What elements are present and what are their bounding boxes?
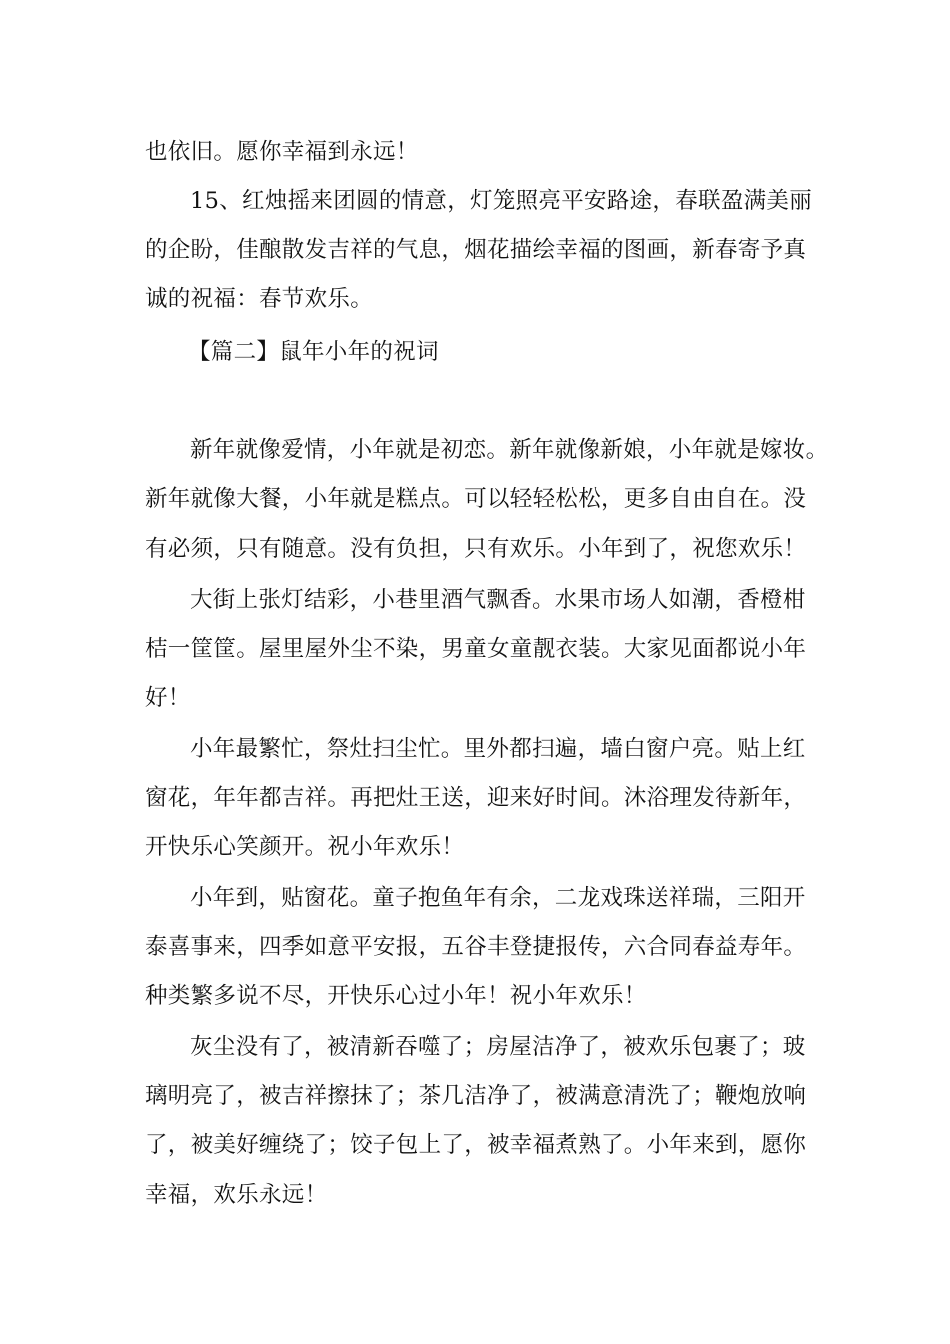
text-line: 桔一筐筐。屋里屋外尘不染，男童女童靓衣装。大家见面都说小年 <box>145 636 807 662</box>
text-line: 大街上张灯结彩，小巷里酒气飘香。水果市场人如潮，香橙柑 <box>190 587 806 613</box>
text-line: 开快乐心笑颜开。祝小年欢乐！ <box>145 834 465 860</box>
text-line: 窗花，年年都吉祥。再把灶王送，迎来好时间。沐浴理发待新年， <box>145 785 807 811</box>
section-heading: 【篇二】鼠年小年的祝词 <box>188 339 439 365</box>
text-line: 灰尘没有了，被清新吞噬了；房屋洁净了，被欢乐包裹了；玻 <box>190 1034 806 1060</box>
text-line: 小年到，贴窗花。童子抱鱼年有余，二龙戏珠送祥瑞，三阳开 <box>190 885 806 911</box>
text-line: 幸福，欢乐永远！ <box>145 1182 328 1208</box>
text-line: 泰喜事来，四季如意平安报，五谷丰登捷报传，六合同春益寿年。 <box>145 934 807 960</box>
text-line: 也依旧。愿你幸福到永远！ <box>145 139 419 165</box>
text-line: 璃明亮了，被吉祥擦抹了；茶几洁净了，被满意清洗了；鞭炮放响 <box>145 1083 807 1109</box>
text-line: 种类繁多说不尽，开快乐心过小年！祝小年欢乐！ <box>145 983 647 1009</box>
text-line: 了，被美好缠绕了；饺子包上了，被幸福煮熟了。小年来到，愿你 <box>145 1132 807 1158</box>
text-line: 新年就像爱情，小年就是初恋。新年就像新娘，小年就是嫁妆。 <box>190 437 829 463</box>
text-line: 诚的祝福：春节欢乐。 <box>145 286 374 312</box>
text-line: 好！ <box>145 685 191 711</box>
text-line: 新年就像大餐，小年就是糕点。可以轻轻松松，更多自由自在。没 <box>145 486 807 512</box>
text-line: 15、红烛摇来团圆的情意，灯笼照亮平安路途，春联盈满美丽 <box>190 188 813 214</box>
text-line: 有必须，只有随意。没有负担，只有欢乐。小年到了，祝您欢乐！ <box>145 536 807 562</box>
text-line: 的企盼，佳酿散发吉祥的气息，烟花描绘幸福的图画，新春寄予真 <box>145 237 807 263</box>
text-line: 小年最繁忙，祭灶扫尘忙。里外都扫遍，墙白窗户亮。贴上红 <box>190 736 806 762</box>
